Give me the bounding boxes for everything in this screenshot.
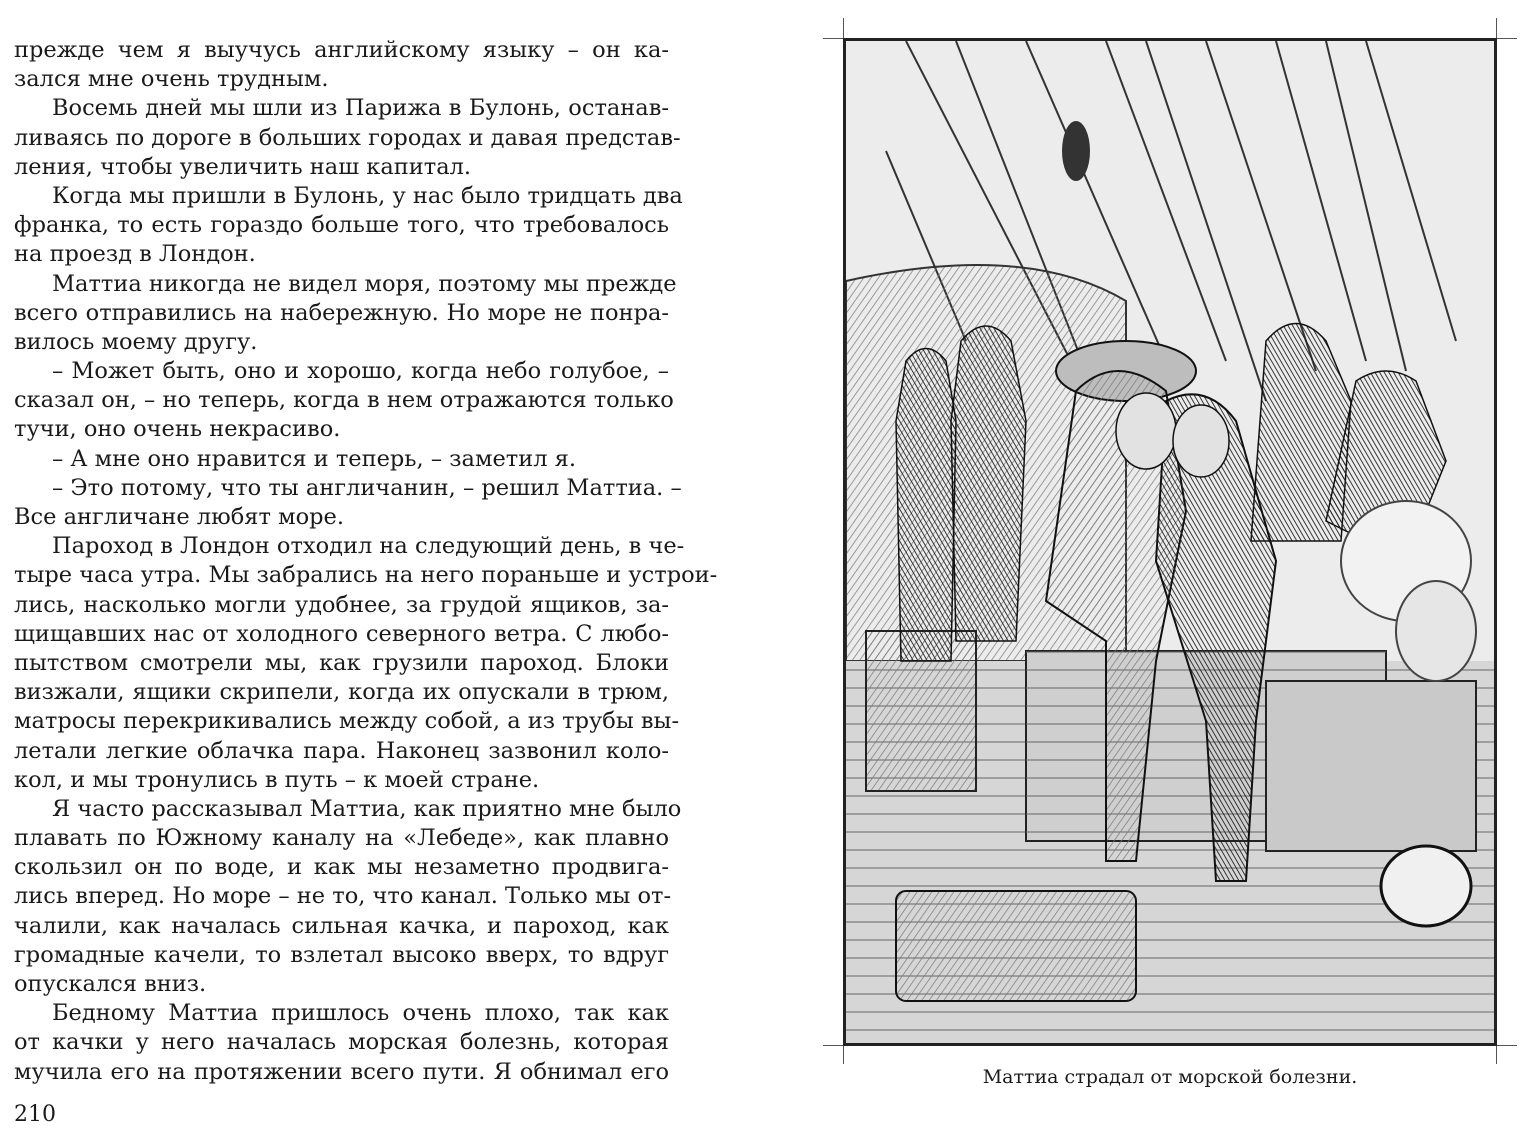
page-number: 210 bbox=[14, 1102, 56, 1127]
text-line: Пароход в Лондон отходил на следующий день, в че- bbox=[52, 533, 685, 560]
text-line: опускался вниз. bbox=[14, 971, 207, 997]
text-line: Все англичане любят море. bbox=[14, 504, 344, 530]
text-line: лись вперед. Но море – не то, что канал. Только мы от- bbox=[14, 883, 672, 910]
text-line: громадные качели, то взлетал высоко вверх, то вдруг bbox=[14, 941, 669, 968]
text-line: лись, насколько могли удобнее, за грудой ящиков, за- bbox=[14, 591, 669, 618]
text-line: сказал он, – но теперь, когда в нем отражаются только bbox=[14, 387, 674, 414]
text-line: Я часто рассказывал Маттиа, как приятно мне было bbox=[52, 795, 682, 822]
text-line: мучила его на протяжении всего пути. Я обнимал его bbox=[14, 1058, 669, 1085]
text-line: Восемь дней мы шли из Парижа в Булонь, останав- bbox=[52, 95, 669, 122]
text-line: от качки у него началась морская болезнь, которая bbox=[14, 1029, 669, 1056]
text-line: кол, и мы тронулись в путь – к моей стране. bbox=[14, 766, 540, 793]
engraving-image bbox=[846, 41, 1494, 1043]
text-line: чалили, как началась сильная качка, и пароход, как bbox=[14, 912, 669, 939]
text-line: ливаясь по дороге в больших городах и давая представ- bbox=[14, 124, 681, 151]
pulley-block bbox=[1062, 121, 1090, 181]
text-line: матросы перекрикивались между собой, а из трубы вы- bbox=[14, 708, 680, 735]
left-page-text bbox=[14, 36, 718, 1087]
text-line: визжали, ящики скрипели, когда их опускали в трюм, bbox=[14, 679, 669, 706]
illustration-engraving bbox=[843, 38, 1497, 1046]
text-line: летали легкие облачка пара. Наконец зазвонил коло- bbox=[14, 737, 669, 764]
hat-on-deck bbox=[1381, 846, 1471, 926]
text-line: скользил он по воде, и как мы незаметно продвига- bbox=[14, 854, 669, 881]
text-line: тыре часа утра. Мы забрались на него пораньше и устрои- bbox=[14, 562, 718, 589]
text-line: – Может быть, оно и хорошо, когда небо голубое, – bbox=[52, 358, 669, 385]
text-line: ления, чтобы увеличить наш капитал. bbox=[14, 153, 472, 180]
text-line: – А мне оно нравится и теперь, – заметил я. bbox=[52, 445, 576, 472]
luggage-bundle bbox=[896, 891, 1136, 1001]
text-line: щищавших нас от холодного северного ветра. С любо- bbox=[14, 620, 669, 647]
text-line: зался мне очень трудным. bbox=[14, 66, 329, 93]
text-line: пытством смотрели мы, как грузили пароход. Блоки bbox=[14, 649, 669, 676]
text-line: тучи, оно очень некрасиво. bbox=[14, 416, 341, 443]
text-line: франка, то есть гораздо больше того, что требовалось bbox=[14, 212, 669, 239]
text-line: Бедному Маттиа пришлось очень плохо, так как bbox=[52, 1000, 669, 1027]
text-line: – Это потому, что ты англичанин, – решил Маттиа. – bbox=[52, 474, 682, 501]
text-line: Маттиа никогда не видел моря, поэтому мы прежде bbox=[52, 270, 677, 297]
text-line: на проезд в Лондон. bbox=[14, 241, 256, 268]
text-line: Когда мы пришли в Булонь, у нас было тридцать два bbox=[52, 182, 683, 209]
text-line: вилось моему другу. bbox=[14, 328, 258, 355]
text-line: всего отправились на набережную. Но море не понра- bbox=[14, 299, 669, 326]
text-line: прежде чем я выучусь английскому языку – он ка- bbox=[14, 37, 669, 63]
illustration-caption: Маттиа страдал от морской болезни. bbox=[982, 1066, 1358, 1088]
text-line: плавать по Южному каналу на «Лебеде», как плавно bbox=[14, 825, 669, 852]
